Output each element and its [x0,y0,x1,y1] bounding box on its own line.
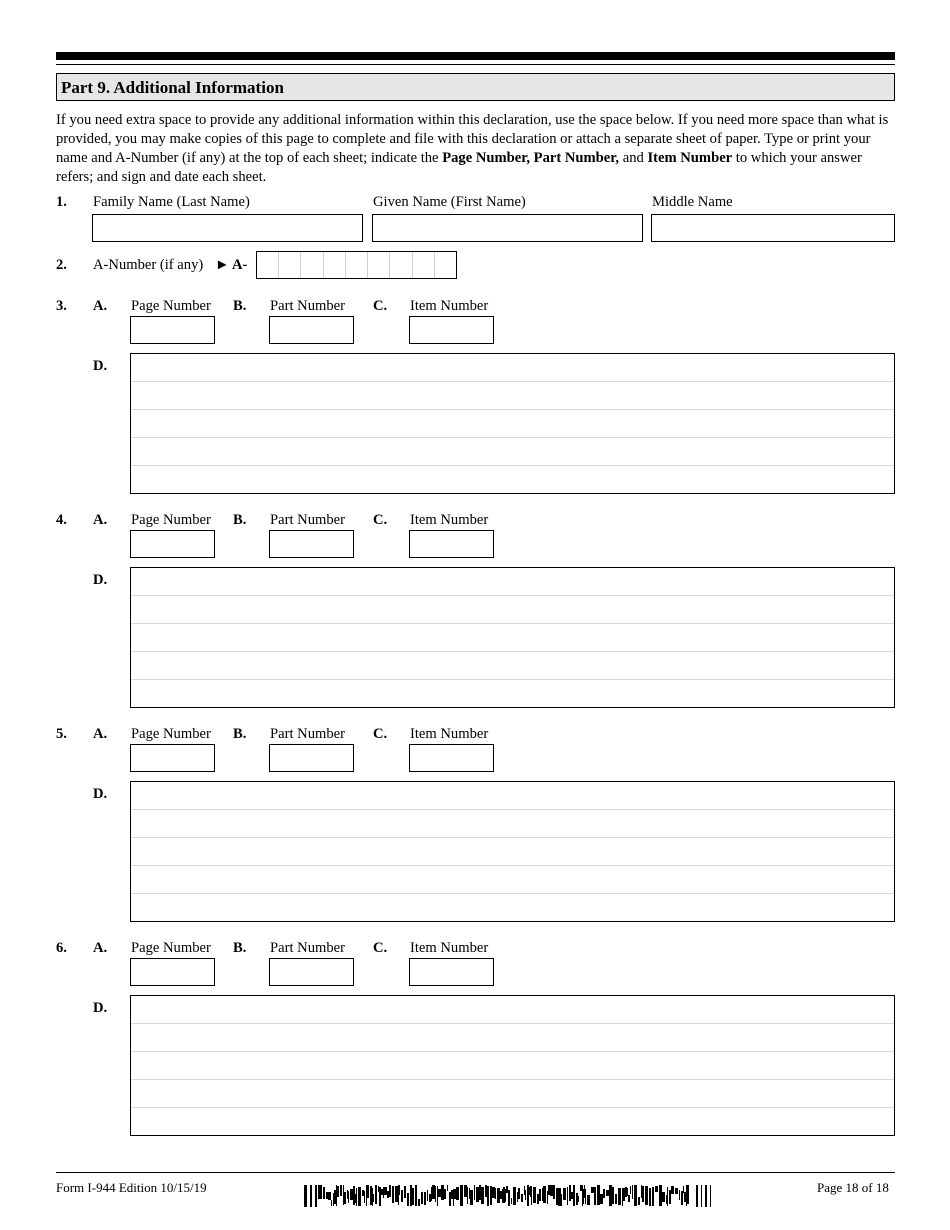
sub-d-label: D. [93,572,108,588]
ruled-line [131,595,894,596]
ruled-line [131,893,894,894]
barcode-bar [638,1197,640,1205]
barcode-bar [464,1185,467,1197]
barcode-bar [701,1185,702,1207]
barcode-bar [530,1186,531,1197]
barcode-bar [487,1186,489,1206]
barcode-bar [587,1195,590,1205]
barcode-bar [399,1185,400,1195]
barcode-bar [710,1185,711,1207]
barcode-bar [432,1185,435,1199]
sub-a-label: A. [93,298,108,314]
part-header: Part 9. Additional Information [56,73,895,101]
barcode-bar [381,1189,383,1195]
barcode-bar [553,1185,555,1199]
sub-d-label: D. [93,786,108,802]
barcode-bar [392,1186,394,1203]
ruled-line [131,651,894,652]
family-name-label: Family Name (Last Name) [93,194,250,210]
barcode-bar [649,1188,651,1206]
barcode-bar [533,1187,536,1203]
barcode-bar [578,1196,579,1202]
barcode-bar [679,1190,680,1200]
page-number-field[interactable] [130,958,215,986]
item-4-number: 4. [56,512,67,528]
barcode-bar [543,1186,546,1203]
item-number-label: Item Number [410,726,489,742]
barcode-bar [350,1189,353,1200]
barcode-bar [474,1185,475,1200]
barcode-bar [304,1185,307,1207]
additional-info-textarea[interactable] [130,781,895,922]
barcode-bar [671,1186,674,1194]
barcode-bar [343,1185,344,1205]
barcode-bar [438,1189,441,1197]
barcode-bar [630,1186,631,1194]
sub-c-label: C. [373,512,388,528]
a-number-digit [413,252,435,278]
barcode-bar [331,1200,332,1206]
additional-info-textarea[interactable] [130,995,895,1136]
a-number-field[interactable] [256,251,457,279]
middle-name-field[interactable] [651,214,895,242]
page-number-field[interactable] [130,316,215,344]
barcode-bar [681,1191,683,1205]
page-number-field[interactable] [130,744,215,772]
instructions-paragraph [56,111,896,187]
barcode-bar [375,1185,377,1204]
barcode-bar [497,1188,500,1203]
barcode-bar [600,1194,603,1204]
barcode-bar [574,1185,575,1206]
barcode-bar [367,1185,369,1198]
barcode-bar [524,1186,525,1195]
barcode-bar [490,1186,492,1205]
a-number-digit [368,252,390,278]
barcode-bar [641,1185,642,1198]
barcode-bar [527,1185,529,1206]
barcode-bar [603,1189,605,1198]
barcode-bar [460,1185,463,1206]
sub-c-label: C. [373,726,388,742]
item-5-number: 5. [56,726,67,742]
barcode-bar [424,1192,426,1205]
part-number-field[interactable] [269,744,354,772]
part-number-field[interactable] [269,958,354,986]
sub-c-label: C. [373,298,388,314]
ruled-line [131,1079,894,1080]
item-1-number: 1. [56,194,67,210]
barcode-bar [404,1186,406,1198]
ruled-line [131,1107,894,1108]
barcode-bar [556,1188,558,1205]
barcode-bar [567,1187,568,1205]
barcode-bar [502,1189,503,1203]
barcode-bar [441,1185,444,1200]
barcode-bar [662,1192,665,1202]
barcode-bar [569,1185,571,1201]
barcode-bar [370,1186,372,1205]
part-number-label: Part Number [270,512,345,528]
barcode-bar [387,1191,389,1198]
given-name-field[interactable] [372,214,643,242]
barcode-bar [696,1185,698,1207]
barcode-bar [384,1187,387,1195]
barcode-bar [525,1190,526,1200]
barcode-bar [531,1186,532,1205]
ruled-line [131,809,894,810]
barcode-bar [467,1187,468,1204]
ruled-line [131,1023,894,1024]
barcode-bar [431,1187,432,1201]
item-number-label: Item Number [410,940,489,956]
footer-rule [56,1172,895,1173]
a-number-digit [346,252,368,278]
part-number-label: Part Number [270,726,345,742]
barcode-bar [666,1195,667,1204]
additional-info-textarea[interactable] [130,353,895,494]
a-number-digit [301,252,323,278]
barcode-bar [558,1188,561,1206]
barcode-bar [508,1190,510,1206]
barcode-bar [479,1185,481,1200]
barcode-bar [684,1192,686,1202]
part-number-label: Part Number [270,940,345,956]
barcode-bar [410,1185,412,1206]
a-number-digit [279,252,301,278]
barcode-bar [686,1185,687,1206]
barcode-bar [506,1186,508,1193]
barcode-bar [398,1185,399,1205]
barcode-bar [444,1189,446,1199]
sub-b-label: B. [233,512,247,528]
item-number-field[interactable] [409,958,494,986]
barcode-bar [573,1185,574,1206]
barcode-bar [505,1189,506,1202]
barcode-bar [336,1185,337,1206]
ruled-line [131,865,894,866]
a-number-prefix: A- [232,257,248,273]
sub-b-label: B. [233,726,247,742]
barcode-bar [529,1187,530,1195]
instructions-text-1: If you need extra space to provide any additional information within this declaration, use the space below. If you need more space than what is provided, you may make copies of this page to complete and file with this declaration or attach a separate sheet of paper. Type or print your name and A-Number (if any) at the top of each sheet; indicate the [56,112,889,166]
barcode-bar [627,1188,628,1196]
sub-a-label: A. [93,726,108,742]
barcode-bar [421,1192,423,1204]
part-number-field[interactable] [269,316,354,344]
ruled-line [131,1051,894,1052]
ruled-line [131,437,894,438]
given-name-label: Given Name (First Name) [373,194,526,210]
barcode-bar [584,1185,585,1198]
sub-b-label: B. [233,298,247,314]
barcode-bar [347,1190,348,1199]
barcode-bar [511,1198,512,1204]
barcode-bar [401,1190,403,1202]
barcode-bar [454,1189,456,1199]
barcode-bar [451,1190,453,1199]
barcode-bar [683,1186,684,1193]
barcode-bar [470,1190,473,1205]
barcode-bar [585,1189,586,1204]
barcode-bar [358,1187,361,1206]
barcode-bar [437,1186,438,1206]
barcode-bar [550,1185,553,1196]
barcode-bar [340,1185,342,1196]
barcode-bar [415,1185,417,1206]
barcode-bar [333,1193,334,1206]
ruled-line [131,623,894,624]
barcode-bar [583,1189,584,1204]
barcode-bar [323,1187,325,1199]
top-rule-thin [56,64,895,65]
barcode-bar [362,1190,364,1196]
item-number-field[interactable] [409,744,494,772]
barcode-bar [395,1186,398,1202]
barcode-bar [500,1191,502,1199]
item-number-label: Item Number [410,512,489,528]
barcode-bar [453,1189,454,1206]
a-number-digit [324,252,346,278]
barcode-bar [318,1185,320,1199]
barcode-bar [378,1186,379,1192]
barcode-bar [476,1187,479,1202]
barcode-bar [591,1187,594,1193]
barcode-bar [561,1194,562,1206]
top-rule-thick [56,52,895,60]
barcode-bar [645,1186,648,1205]
barcode-bar [337,1186,339,1197]
additional-info-textarea[interactable] [130,567,895,708]
barcode-bar [315,1185,317,1207]
part-number-label: Part Number [270,298,345,314]
barcode-bar [659,1185,662,1206]
page-number: Page 18 of 18 [817,1180,889,1195]
ruled-line [131,837,894,838]
ruled-line [131,381,894,382]
barcode-bar [582,1185,583,1206]
instructions-text-3: to which your answer refers; and sign and date each sheet. [56,150,862,185]
barcode-bar [383,1187,384,1198]
middle-name-label: Middle Name [652,194,733,210]
sub-c-label: C. [373,940,388,956]
barcode-bar [389,1185,391,1197]
page-number-label: Page Number [131,726,211,742]
barcode-bar [615,1194,617,1204]
barcode-bar [547,1191,548,1204]
barcode-bar [609,1185,612,1206]
a-number-digit [257,252,279,278]
barcode-bar [705,1185,707,1207]
barcode-bar [328,1192,331,1200]
barcode-bar [435,1186,436,1202]
family-name-field[interactable] [92,214,363,242]
sub-d-label: D. [93,1000,108,1016]
barcode-bar [513,1187,516,1205]
barcode-bar [469,1188,470,1199]
a-number-digit [435,252,456,278]
instructions-bold-2: Item Number [647,150,733,166]
barcode-bar [353,1186,355,1205]
barcode-bar [571,1192,573,1199]
barcode-bar [412,1188,414,1205]
barcode-bar [456,1187,459,1200]
barcode-bar [334,1190,336,1204]
barcode-bar [576,1193,578,1205]
sub-b-label: B. [233,940,247,956]
barcode-bar [355,1194,356,1203]
page-number-label: Page Number [131,298,211,314]
a-number-label: A-Number (if any) [93,257,204,273]
barcode-bar [429,1194,431,1202]
barcode-bar [655,1186,658,1192]
arrow-right-icon: ► [215,257,230,273]
page-number-field[interactable] [130,530,215,558]
item-3-number: 3. [56,298,67,314]
item-number-field[interactable] [409,530,494,558]
sub-a-label: A. [93,512,108,528]
barcode-bar [642,1186,644,1202]
ruled-line [131,465,894,466]
item-2-number: 2. [56,257,67,273]
barcode-bar [492,1187,495,1198]
barcode-bar [548,1185,550,1195]
barcode-bar [364,1191,365,1203]
barcode-bar [597,1185,600,1205]
instructions-text-2: and [619,150,648,166]
barcode-bar [379,1187,381,1206]
item-number-field[interactable] [409,316,494,344]
barcode-bar [447,1185,448,1191]
barcode-bar [485,1185,487,1197]
barcode-bar [320,1185,322,1199]
barcode-bar [622,1188,623,1206]
item-number-label: Item Number [410,298,489,314]
barcode-bar [667,1187,668,1206]
barcode-bar [481,1187,484,1204]
barcode-bar [652,1187,654,1206]
barcode-bar [356,1188,357,1206]
item-6-number: 6. [56,940,67,956]
barcode-bar [366,1185,367,1206]
form-edition: Form I-944 Edition 10/15/19 [56,1180,207,1195]
barcode-bar [521,1194,523,1202]
barcode-bar [563,1188,566,1200]
a-number-digit [390,252,412,278]
instructions-bold-1: Page Number, Part Number, [442,150,620,166]
barcode-bar [372,1188,373,1206]
barcode-bar [344,1192,346,1204]
barcode-bar [418,1199,420,1206]
barcode-bar [580,1185,582,1191]
ruled-line [131,409,894,410]
barcode-bar [687,1185,689,1204]
barcode-bar [348,1191,349,1203]
barcode-bar [326,1192,328,1199]
page-number-label: Page Number [131,512,211,528]
barcode-bar [594,1187,596,1205]
barcode-bar [449,1192,451,1206]
barcode-bar [310,1185,312,1207]
barcode-bar [537,1194,539,1204]
barcode-bar [634,1185,637,1206]
barcode-bar [623,1188,625,1201]
sub-d-label: D. [93,358,108,374]
barcode-bar [542,1188,543,1201]
barcode-bar [669,1190,671,1204]
barcode-bar [495,1188,496,1199]
page-number-label: Page Number [131,940,211,956]
barcode-bar [518,1188,520,1199]
barcode-bar [628,1195,630,1202]
sub-a-label: A. [93,940,108,956]
ruled-line [131,679,894,680]
barcode-bar [517,1192,518,1202]
barcode-icon [304,1185,712,1207]
barcode-bar [612,1187,614,1204]
barcode-bar [606,1190,609,1196]
barcode-bar [407,1193,409,1206]
barcode-bar [373,1194,374,1202]
barcode-bar [503,1187,505,1203]
part-number-field[interactable] [269,530,354,558]
barcode-bar [539,1189,541,1201]
barcode-bar [427,1190,428,1201]
barcode-bar [632,1185,633,1199]
barcode-bar [625,1187,627,1197]
barcode-bar [675,1188,678,1194]
barcode-bar [618,1188,621,1205]
